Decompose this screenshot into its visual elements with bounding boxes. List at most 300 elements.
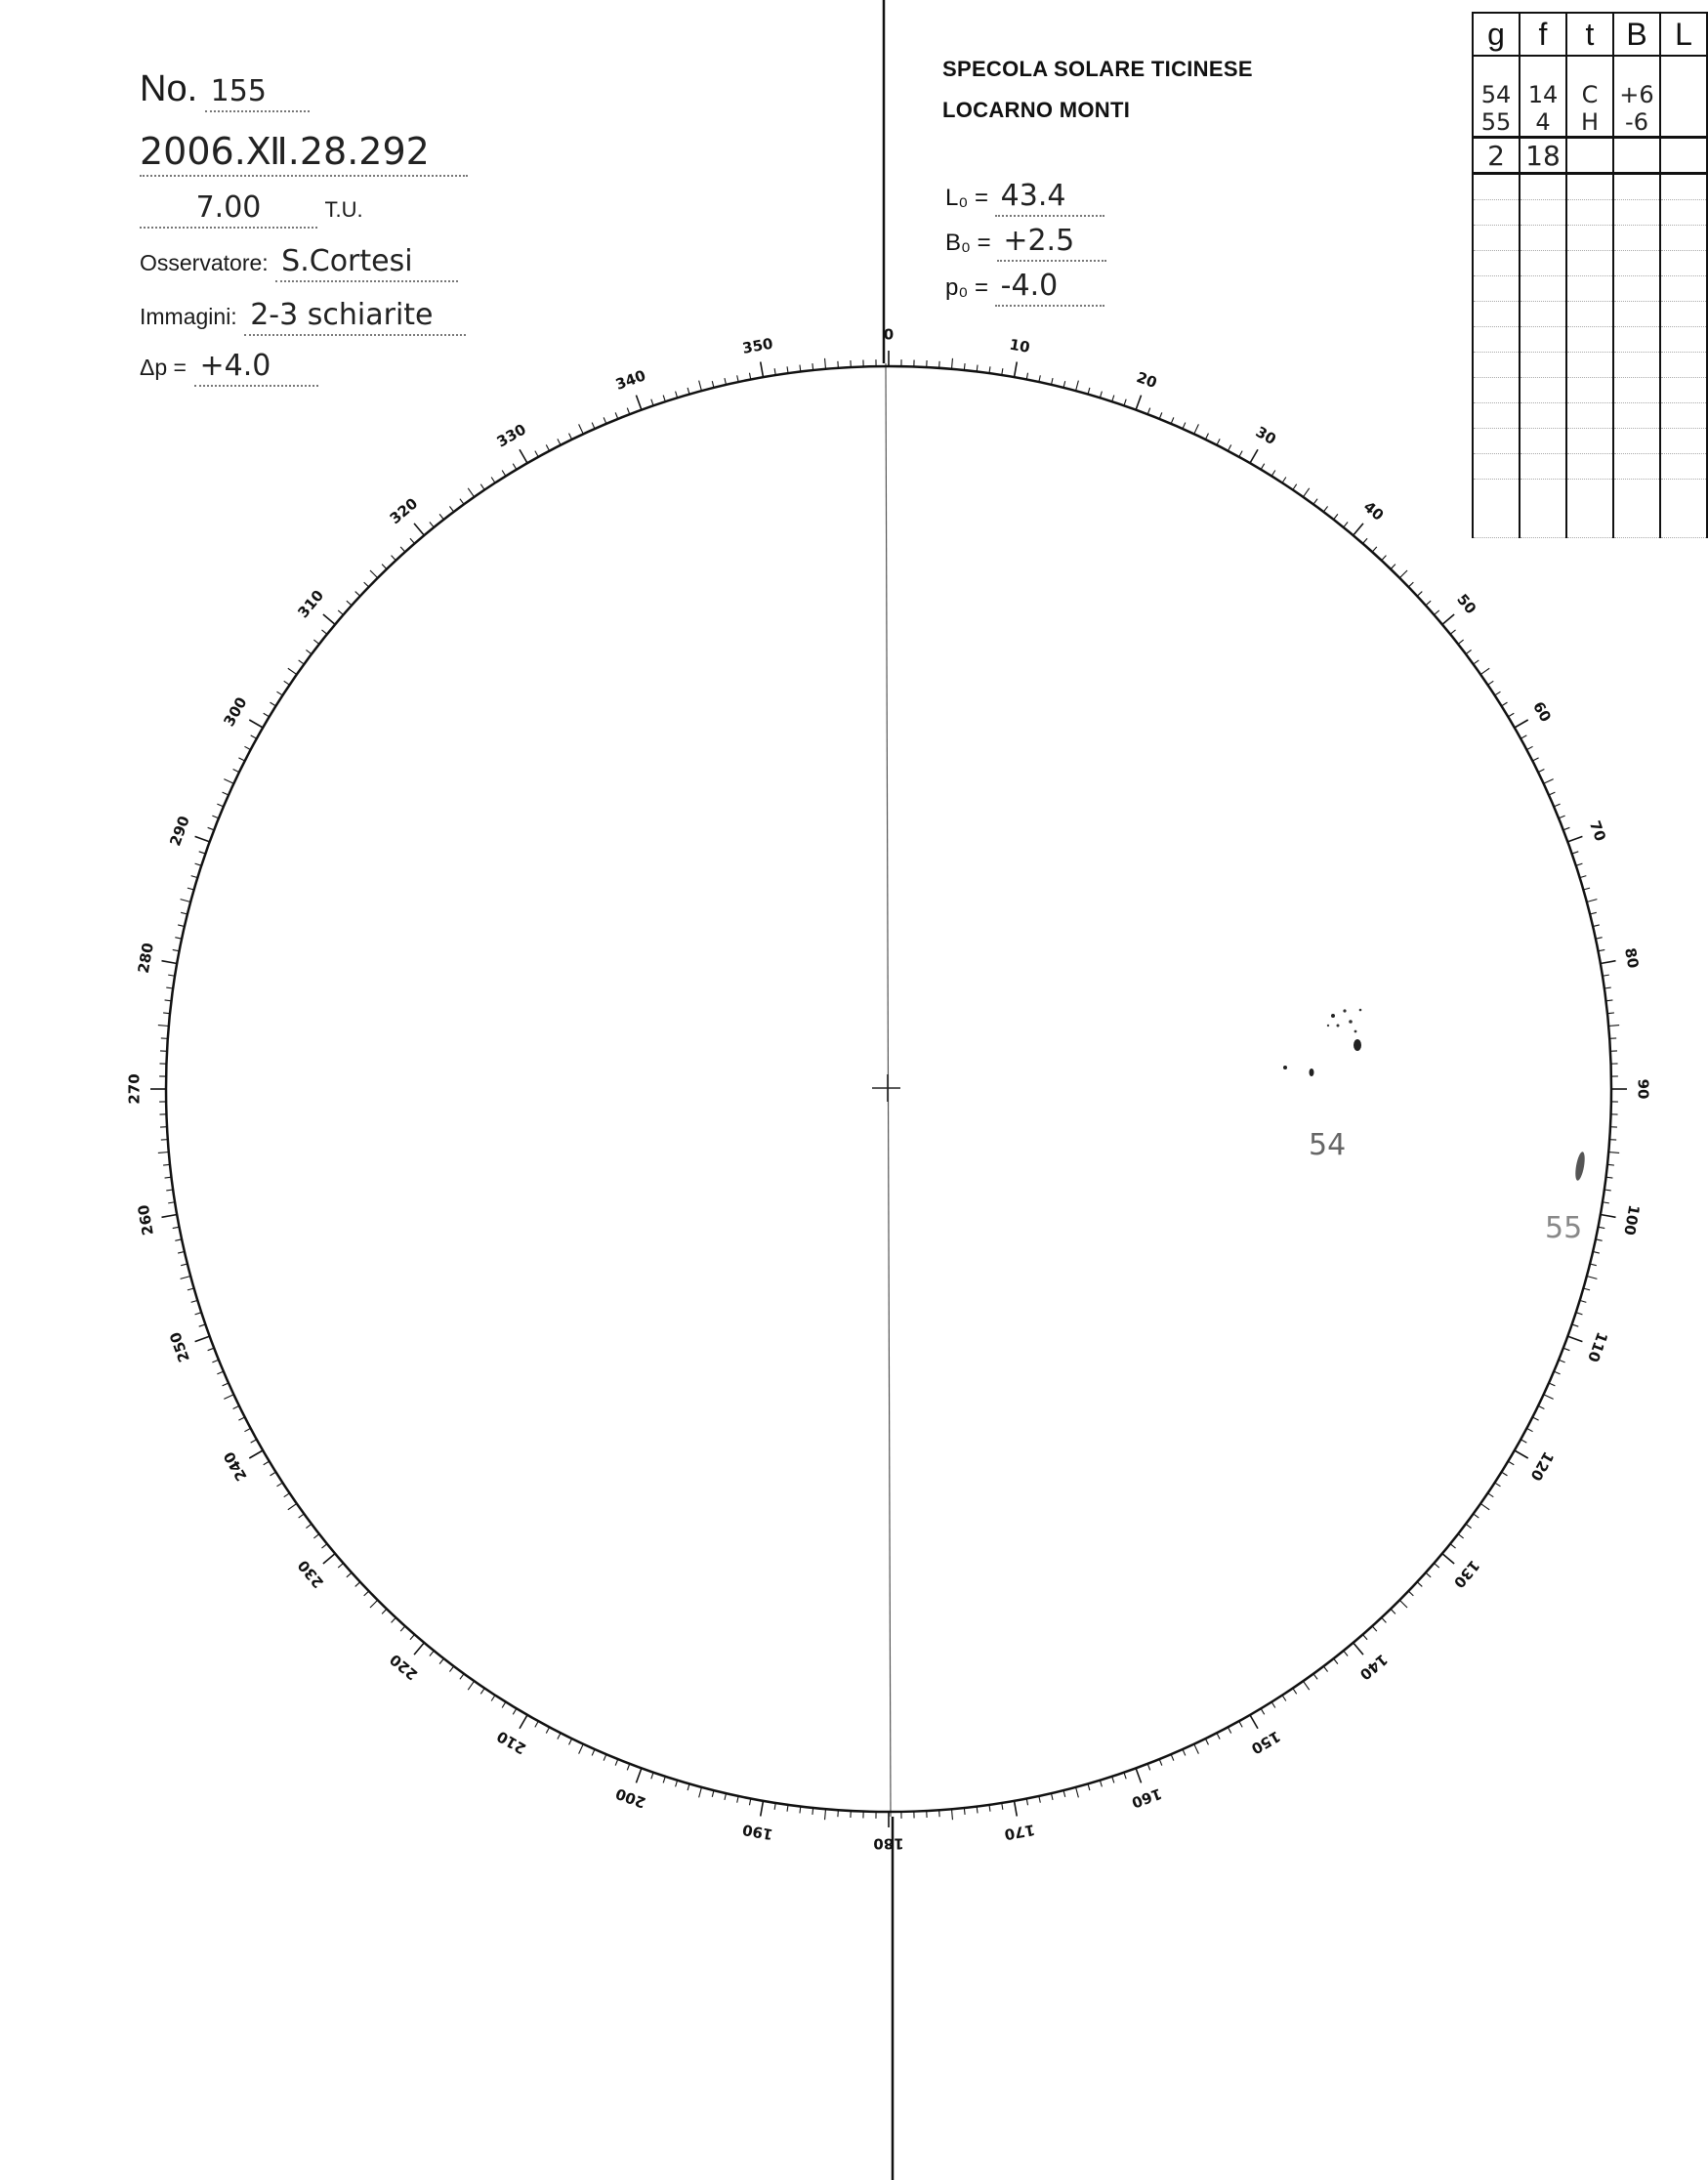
degree-tick bbox=[513, 464, 517, 470]
degree-tick bbox=[1508, 1461, 1514, 1465]
degree-tick bbox=[1147, 1764, 1150, 1771]
degree-tick bbox=[1136, 396, 1141, 410]
degree-tick bbox=[364, 1591, 369, 1596]
degree-tick bbox=[1580, 876, 1587, 878]
degree-tick bbox=[1313, 499, 1317, 505]
degree-tick bbox=[1344, 522, 1348, 526]
degree-label-60: 60 bbox=[1528, 698, 1556, 726]
degree-tick bbox=[1515, 720, 1528, 728]
degree-tick bbox=[370, 570, 378, 578]
degree-tick bbox=[244, 1428, 250, 1431]
degree-tick bbox=[1039, 375, 1040, 382]
degree-tick bbox=[195, 836, 210, 841]
degree-tick bbox=[1293, 1688, 1297, 1694]
degree-tick bbox=[1576, 1313, 1583, 1315]
degree-tick bbox=[370, 1600, 378, 1608]
degree-tick bbox=[217, 804, 223, 807]
degree-tick bbox=[323, 614, 335, 624]
degree-tick bbox=[1480, 1503, 1489, 1509]
degree-tick bbox=[313, 1534, 319, 1538]
degree-label-10: 10 bbox=[1008, 335, 1031, 356]
degree-tick bbox=[1532, 1417, 1538, 1420]
degree-tick bbox=[1532, 758, 1538, 761]
degree-label-130: 130 bbox=[1449, 1556, 1483, 1592]
degree-tick bbox=[1487, 1493, 1493, 1497]
degree-label-80: 80 bbox=[1621, 946, 1643, 970]
total-g: 2 bbox=[1473, 138, 1520, 174]
degree-tick bbox=[1261, 1708, 1265, 1714]
degree-tick bbox=[199, 852, 206, 854]
sunspot bbox=[1354, 1030, 1357, 1033]
degree-tick bbox=[952, 1809, 953, 1820]
degree-label-110: 110 bbox=[1584, 1329, 1611, 1365]
degree-tick bbox=[1239, 451, 1242, 457]
degree-tick bbox=[615, 1759, 618, 1765]
degree-tick bbox=[1205, 434, 1208, 440]
degree-tick bbox=[238, 1417, 244, 1420]
degree-tick bbox=[1124, 1773, 1126, 1780]
degree-tick bbox=[1100, 1781, 1102, 1787]
degree-label-30: 30 bbox=[1252, 422, 1279, 449]
degree-tick bbox=[604, 417, 606, 423]
degree-tick bbox=[299, 660, 305, 664]
degree-tick bbox=[1015, 361, 1018, 377]
degree-tick bbox=[825, 1809, 826, 1820]
degree-label-250: 250 bbox=[166, 1329, 193, 1365]
degree-tick bbox=[1051, 378, 1053, 385]
degree-tick bbox=[1466, 1524, 1472, 1528]
degree-tick bbox=[251, 735, 257, 738]
degree-tick bbox=[1502, 1472, 1508, 1476]
sunspot bbox=[1337, 1025, 1340, 1027]
header-g: g bbox=[1473, 13, 1520, 56]
row2-g: 55 bbox=[1473, 108, 1520, 138]
degree-tick bbox=[306, 1524, 312, 1528]
degree-label-120: 120 bbox=[1526, 1448, 1558, 1485]
degree-tick bbox=[1136, 1768, 1141, 1782]
degree-tick bbox=[663, 396, 665, 402]
sunspot-group-54 bbox=[1283, 1009, 1361, 1076]
degree-tick bbox=[1601, 961, 1616, 964]
degree-tick bbox=[1354, 1643, 1363, 1655]
degree-tick bbox=[1382, 1617, 1387, 1622]
degree-tick bbox=[1495, 1483, 1501, 1487]
sunspot-group-55 bbox=[1573, 1152, 1586, 1182]
degree-tick bbox=[513, 1708, 517, 1714]
degree-tick bbox=[1112, 396, 1114, 402]
date-value: 2006.Ⅻ.28.292 bbox=[140, 130, 468, 177]
b0-value: +2.5 bbox=[997, 224, 1106, 262]
degree-tick bbox=[1159, 1759, 1162, 1765]
degree-tick bbox=[233, 1405, 239, 1408]
degree-tick bbox=[264, 713, 270, 717]
degree-tick bbox=[1303, 1681, 1309, 1690]
degree-tick bbox=[439, 514, 443, 520]
degree-label-170: 170 bbox=[1003, 1821, 1037, 1844]
degree-tick bbox=[1515, 1450, 1528, 1458]
degree-tick bbox=[1183, 1749, 1186, 1755]
degree-tick bbox=[1408, 582, 1413, 587]
degree-tick bbox=[224, 1395, 233, 1400]
degree-tick bbox=[1354, 524, 1363, 535]
row1-f: 14 bbox=[1520, 81, 1566, 108]
degree-tick bbox=[1549, 1383, 1555, 1386]
degree-tick bbox=[323, 1554, 335, 1564]
degree-tick bbox=[191, 1300, 198, 1302]
degree-label-310: 310 bbox=[294, 586, 328, 622]
degree-tick bbox=[502, 1702, 506, 1708]
degree-tick bbox=[306, 650, 312, 653]
degree-tick bbox=[1480, 668, 1489, 674]
degree-tick bbox=[480, 1688, 484, 1694]
degree-tick bbox=[244, 746, 250, 749]
degree-tick bbox=[520, 449, 527, 463]
degree-tick bbox=[1508, 713, 1514, 717]
degree-tick bbox=[1521, 1440, 1526, 1443]
degree-tick bbox=[627, 1764, 630, 1771]
header-l: L bbox=[1660, 13, 1707, 56]
degree-tick bbox=[725, 378, 727, 385]
b0-label: B₀ = bbox=[945, 230, 991, 256]
degree-tick bbox=[1563, 827, 1570, 830]
sunspot bbox=[1354, 1039, 1361, 1051]
degree-tick bbox=[1271, 471, 1275, 477]
degree-tick bbox=[338, 610, 343, 615]
number-value: 155 bbox=[205, 74, 310, 112]
degree-tick bbox=[178, 925, 185, 927]
header-f: f bbox=[1520, 13, 1566, 56]
degree-tick bbox=[1554, 804, 1560, 807]
degree-tick bbox=[1171, 1754, 1174, 1760]
degree-label-50: 50 bbox=[1453, 590, 1480, 618]
degree-tick bbox=[288, 668, 297, 674]
degree-tick bbox=[1572, 852, 1579, 854]
degree-tick bbox=[1228, 444, 1230, 450]
degree-tick bbox=[558, 1733, 561, 1739]
degree-tick bbox=[1559, 816, 1564, 818]
degree-label-200: 200 bbox=[612, 1784, 648, 1812]
degree-tick bbox=[737, 1796, 738, 1803]
degree-tick bbox=[663, 1777, 665, 1783]
degree-tick bbox=[491, 478, 495, 483]
degree-tick bbox=[338, 1563, 343, 1568]
degree-tick bbox=[1593, 1251, 1600, 1253]
degree-tick bbox=[1313, 1674, 1317, 1680]
degree-tick bbox=[1194, 1744, 1199, 1754]
degree-label-270: 270 bbox=[125, 1073, 144, 1105]
degree-tick bbox=[1362, 538, 1367, 543]
degree-tick bbox=[1417, 592, 1422, 597]
sunspot bbox=[1349, 1020, 1353, 1024]
degree-tick bbox=[1458, 1534, 1464, 1538]
degree-tick bbox=[1372, 547, 1377, 552]
degree-tick bbox=[1544, 1395, 1554, 1400]
degree-tick bbox=[1538, 1405, 1544, 1408]
degree-tick bbox=[1171, 417, 1174, 423]
sunspot bbox=[1359, 1009, 1362, 1012]
degree-tick bbox=[1526, 1428, 1532, 1431]
degree-label-340: 340 bbox=[612, 366, 648, 394]
row1-g: 54 bbox=[1473, 81, 1520, 108]
degree-tick bbox=[392, 556, 396, 561]
degree-tick bbox=[321, 1544, 326, 1548]
degree-tick bbox=[1382, 556, 1387, 561]
degree-tick bbox=[1323, 506, 1327, 512]
degree-tick bbox=[569, 434, 572, 440]
degree-tick bbox=[535, 1721, 538, 1727]
degree-tick bbox=[1051, 1793, 1053, 1800]
sunspot bbox=[1283, 1066, 1287, 1069]
degree-label-350: 350 bbox=[740, 334, 774, 357]
degree-tick bbox=[1250, 1715, 1258, 1729]
degree-tick bbox=[1334, 514, 1338, 520]
degree-tick bbox=[410, 1634, 415, 1639]
total-f: 18 bbox=[1520, 138, 1566, 174]
degree-tick bbox=[1426, 1572, 1431, 1577]
degree-tick bbox=[1250, 449, 1258, 463]
degree-tick bbox=[195, 863, 202, 865]
degree-tick bbox=[355, 1582, 360, 1587]
degree-tick bbox=[1039, 1796, 1040, 1803]
degree-tick bbox=[400, 547, 405, 552]
degree-tick bbox=[195, 1336, 210, 1341]
degree-tick bbox=[414, 1643, 424, 1655]
degree-tick bbox=[1217, 1733, 1220, 1739]
degree-tick bbox=[546, 1727, 549, 1733]
degree-tick bbox=[1607, 1013, 1614, 1014]
degree-tick bbox=[347, 601, 352, 606]
row2-t: H bbox=[1566, 108, 1613, 138]
degree-tick bbox=[175, 1239, 182, 1240]
degree-tick bbox=[181, 1277, 191, 1279]
time-unit: T.U. bbox=[324, 197, 363, 222]
degree-tick bbox=[288, 1503, 297, 1509]
degree-tick bbox=[737, 375, 738, 382]
degree-tick bbox=[592, 423, 595, 429]
p0-value: -4.0 bbox=[995, 269, 1104, 307]
degree-tick bbox=[1194, 424, 1199, 434]
row1-b: +6 bbox=[1613, 81, 1660, 108]
degree-tick bbox=[1391, 565, 1396, 569]
degree-tick bbox=[217, 1371, 223, 1374]
degree-label-280: 280 bbox=[134, 941, 157, 975]
institution-location: LOCARNO MONTI bbox=[942, 98, 1131, 122]
degree-tick bbox=[1076, 1787, 1079, 1798]
degree-tick bbox=[1147, 408, 1150, 415]
degree-tick bbox=[1601, 1215, 1616, 1218]
degree-label-220: 220 bbox=[386, 1650, 422, 1684]
degree-label-330: 330 bbox=[493, 420, 529, 451]
degree-label-70: 70 bbox=[1585, 818, 1609, 844]
degree-tick bbox=[699, 1787, 702, 1798]
degree-tick bbox=[1205, 1739, 1208, 1744]
degree-tick bbox=[1450, 1544, 1455, 1548]
degree-tick bbox=[468, 488, 474, 497]
degree-label-190: 190 bbox=[740, 1821, 774, 1844]
degree-tick bbox=[1344, 1651, 1348, 1656]
degree-tick bbox=[1261, 464, 1265, 470]
degree-tick bbox=[238, 758, 244, 761]
time-value: 7.00 bbox=[140, 190, 317, 229]
degree-tick bbox=[208, 827, 215, 830]
degree-tick bbox=[195, 1313, 202, 1315]
degree-tick bbox=[1572, 1324, 1579, 1326]
degree-tick bbox=[163, 1164, 170, 1165]
degree-tick bbox=[636, 396, 641, 410]
degree-tick bbox=[1408, 1591, 1413, 1596]
degree-tick bbox=[1434, 1563, 1438, 1568]
degree-tick bbox=[1567, 1336, 1582, 1341]
degree-tick bbox=[271, 1472, 276, 1476]
degree-tick bbox=[178, 1251, 185, 1253]
degree-tick bbox=[1549, 792, 1555, 795]
degree-tick bbox=[1502, 702, 1508, 706]
degree-tick bbox=[1521, 735, 1526, 738]
row2-f: 4 bbox=[1520, 108, 1566, 138]
degree-tick bbox=[1323, 1666, 1327, 1672]
degree-tick bbox=[1372, 1626, 1377, 1631]
degree-tick bbox=[223, 1383, 229, 1386]
degree-tick bbox=[271, 702, 276, 706]
degree-tick bbox=[1417, 1582, 1422, 1587]
degree-tick bbox=[964, 1808, 965, 1815]
degree-label-230: 230 bbox=[294, 1556, 328, 1592]
degree-tick bbox=[161, 961, 177, 964]
degree-tick bbox=[761, 361, 764, 377]
degree-tick bbox=[604, 1754, 606, 1760]
degree-label-160: 160 bbox=[1129, 1784, 1165, 1812]
group-label-55: 55 bbox=[1545, 1211, 1583, 1245]
degree-tick bbox=[1450, 630, 1455, 634]
degree-tick bbox=[1293, 484, 1297, 490]
degree-tick bbox=[468, 1681, 474, 1690]
degree-tick bbox=[725, 1793, 727, 1800]
degree-tick bbox=[1587, 900, 1598, 902]
images-label: Immagini: bbox=[140, 304, 237, 329]
degree-tick bbox=[284, 681, 290, 685]
degree-tick bbox=[1076, 381, 1079, 392]
degree-label-100: 100 bbox=[1620, 1203, 1644, 1237]
degree-tick bbox=[181, 900, 191, 902]
header-b: B bbox=[1613, 13, 1660, 56]
degree-tick bbox=[1596, 1239, 1603, 1240]
degree-tick bbox=[1282, 478, 1286, 483]
degree-tick bbox=[1100, 392, 1102, 398]
degree-tick bbox=[627, 408, 630, 415]
degree-tick bbox=[1495, 692, 1501, 695]
degree-tick bbox=[161, 1215, 177, 1218]
degree-label-140: 140 bbox=[1355, 1650, 1392, 1684]
degree-tick bbox=[1608, 1026, 1619, 1027]
degree-label-20: 20 bbox=[1134, 368, 1160, 393]
degree-tick bbox=[1239, 1721, 1242, 1727]
degree-tick bbox=[223, 792, 229, 795]
degree-tick bbox=[284, 1493, 290, 1497]
degree-tick bbox=[1334, 1658, 1338, 1664]
group-label-54: 54 bbox=[1309, 1128, 1347, 1162]
degree-tick bbox=[400, 1626, 405, 1631]
degree-tick bbox=[1593, 925, 1600, 927]
degree-tick bbox=[430, 522, 434, 526]
degree-tick bbox=[1538, 770, 1544, 773]
degree-tick bbox=[364, 582, 369, 587]
degree-tick bbox=[676, 1781, 678, 1787]
degree-label-90: 90 bbox=[1634, 1078, 1652, 1100]
degree-tick bbox=[636, 1768, 641, 1782]
l0-value: 43.4 bbox=[995, 179, 1104, 217]
degree-tick bbox=[676, 392, 678, 398]
degree-tick bbox=[1399, 570, 1407, 578]
degree-tick bbox=[158, 1026, 169, 1027]
degree-tick bbox=[1426, 601, 1431, 606]
delta-p-value: +4.0 bbox=[194, 349, 318, 387]
degree-tick bbox=[347, 1572, 352, 1577]
degree-label-260: 260 bbox=[134, 1203, 157, 1237]
degree-tick bbox=[1474, 1514, 1479, 1518]
observer-label: Osservatore: bbox=[140, 250, 269, 275]
degree-tick bbox=[212, 816, 218, 818]
degree-tick bbox=[355, 592, 360, 597]
degree-tick bbox=[1228, 1727, 1230, 1733]
degree-tick bbox=[199, 1324, 206, 1326]
degree-tick bbox=[546, 444, 549, 450]
header-t: t bbox=[1566, 13, 1613, 56]
degree-tick bbox=[299, 1514, 305, 1518]
degree-tick bbox=[480, 484, 484, 490]
degree-tick bbox=[224, 779, 233, 784]
degree-tick bbox=[414, 524, 424, 535]
degree-tick bbox=[579, 1744, 584, 1754]
degree-tick bbox=[460, 1674, 464, 1680]
degree-tick bbox=[251, 1440, 257, 1443]
institution-name: SPECOLA SOLARE TICINESE bbox=[942, 57, 1253, 81]
degree-tick bbox=[1576, 863, 1583, 865]
sunspot bbox=[1327, 1025, 1329, 1027]
degree-tick bbox=[321, 630, 326, 634]
degree-tick bbox=[1399, 1600, 1407, 1608]
degree-tick bbox=[592, 1749, 595, 1755]
degree-tick bbox=[569, 1739, 572, 1744]
degree-tick bbox=[1474, 660, 1479, 664]
degree-tick bbox=[392, 1617, 396, 1622]
sunspot bbox=[1331, 1014, 1335, 1018]
degree-label-300: 300 bbox=[220, 693, 251, 730]
degree-tick bbox=[502, 471, 506, 477]
degree-tick bbox=[1596, 938, 1603, 939]
degree-tick bbox=[439, 1658, 443, 1664]
degree-tick bbox=[1466, 650, 1472, 653]
images-value: 2-3 schiarite bbox=[244, 298, 466, 336]
sunspot bbox=[1343, 1009, 1346, 1012]
degree-tick bbox=[1442, 1554, 1454, 1564]
degree-tick bbox=[430, 1651, 434, 1656]
degree-tick bbox=[535, 451, 538, 457]
degree-tick bbox=[520, 1715, 527, 1729]
degree-tick bbox=[1580, 1300, 1587, 1302]
degree-tick bbox=[382, 1609, 387, 1614]
degree-label-210: 210 bbox=[493, 1727, 529, 1758]
degree-tick bbox=[449, 506, 453, 512]
degree-tick bbox=[191, 876, 198, 878]
degree-tick bbox=[579, 424, 584, 434]
degree-tick bbox=[460, 499, 464, 505]
degree-tick bbox=[1442, 614, 1454, 624]
degree-tick bbox=[1607, 1164, 1614, 1165]
delta-p-label: Δp = bbox=[140, 355, 187, 380]
degree-label-0: 0 bbox=[883, 325, 895, 344]
degree-tick bbox=[1554, 1371, 1560, 1374]
degree-tick bbox=[1271, 1702, 1275, 1708]
